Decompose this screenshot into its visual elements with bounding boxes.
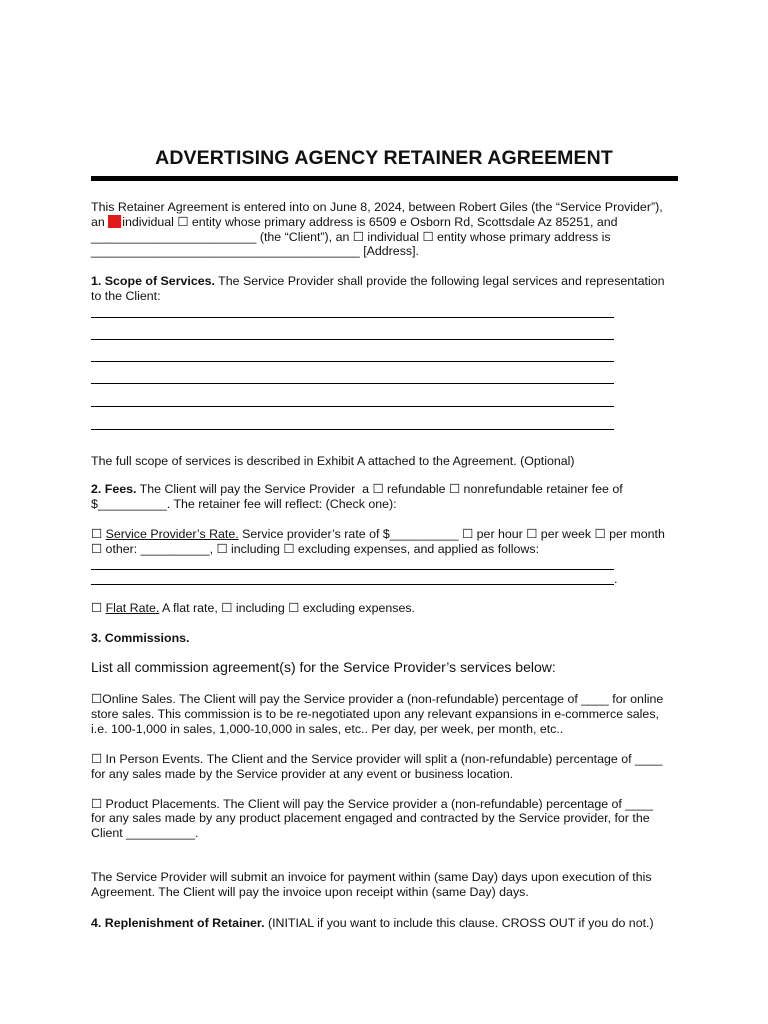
- replenishment-text: (INITIAL if you want to include this clause. CROSS OUT if you do not.): [264, 916, 654, 930]
- title-rule: [91, 176, 678, 181]
- scope-text: The Service Provider shall provide the following legal services and representation: [214, 274, 665, 288]
- intro-line-4: _______________________________________ [Address].: [91, 244, 419, 258]
- intro-line-2: [91, 215, 691, 230]
- scope-blank-line[interactable]: [91, 317, 614, 318]
- commissions-intro: List all commission agreement(s) for the Service Provider’s services below:: [91, 659, 556, 675]
- online-sales-line-2: store sales. This commission is to be re-negotiated upon any relevant expansions in e-commerce sales,: [91, 707, 659, 721]
- events-line-2: for any sales made by the Service provider at any event or business location.: [91, 767, 514, 781]
- checkbox-individual-selected[interactable]: [108, 215, 121, 228]
- rate-line-2: ☐ other: __________, ☐ including ☐ excluding expenses, and applied as follows:: [91, 542, 540, 556]
- online-sales-line-1: ☐Online Sales. The Client will pay the Service provider a (non-refundable) percentage of ____ for online: [91, 692, 664, 706]
- events-line-1: ☐ In Person Events. The Client and the Service provider will split a (non-refundable) percentage of ____: [91, 752, 663, 766]
- scope-blank-line[interactable]: [91, 383, 614, 384]
- placements-line-2: for any sales made by any product placement engaged and contracted by the Service provider, for the: [91, 811, 650, 825]
- placements-line-3: Client __________.: [91, 826, 199, 840]
- fees-line-2: $__________. The retainer fee will reflect: (Check one):: [91, 497, 397, 511]
- placements-line-1: ☐ Product Placements. The Client will pay the Service provider a (non-refundable) percentage of ____: [91, 797, 653, 811]
- intro-line-3: ________________________ (the “Client”), an ☐ individual ☐ entity whose primary address is: [91, 230, 611, 244]
- replenishment-paragraph: [91, 916, 691, 931]
- scope-paragraph: [91, 274, 691, 289]
- invoice-line-1: The Service Provider will submit an invoice for payment within (same Day) days upon execution of this: [91, 870, 652, 884]
- scope-heading: 1. Scope of Services.: [91, 274, 215, 288]
- scope-blank-line[interactable]: [91, 361, 614, 362]
- fees-heading: 2. Fees.: [91, 482, 137, 496]
- rate-text: Service provider’s rate of $__________ ☐ per hour ☐ per week ☐ per month: [238, 527, 665, 541]
- rate-blank-line[interactable]: [91, 584, 614, 585]
- rate-end-period: .: [614, 572, 618, 586]
- rate-label: Service Provider’s Rate.: [105, 527, 239, 541]
- invoice-line-2: Agreement. The Client will pay the invoice upon receipt within (same Day) days.: [91, 885, 529, 899]
- fees-paragraph: [91, 482, 691, 497]
- flat-rate-option: [91, 601, 691, 616]
- exhibit-note: The full scope of services is described in Exhibit A attached to the Agreement. (Optional): [91, 454, 575, 468]
- rate-blank-line[interactable]: [91, 569, 614, 570]
- intro-line-2-start: an: [91, 215, 109, 229]
- fees-text: The Client will pay the Service Provider a ☐ refundable ☐ nonrefundable retainer fee of: [136, 482, 623, 496]
- scope-blank-line[interactable]: [91, 339, 614, 340]
- scope-line-2: to the Client:: [91, 289, 161, 303]
- scope-blank-line[interactable]: [91, 429, 614, 430]
- document-title: ADVERTISING AGENCY RETAINER AGREEMENT: [155, 147, 613, 169]
- scope-blank-line[interactable]: [91, 406, 614, 407]
- online-sales-line-3: i.e. 100-1,000 in sales, 1,000-10,000 in sales, etc.. Per day, per week, per month, etc..: [91, 722, 564, 736]
- intro-line-2-rest: individual ☐ entity whose primary address is 6509 e Osborn Rd, Scottsdale Az 85251, and: [122, 215, 618, 229]
- rate-option: [91, 527, 691, 542]
- flat-rate-checkbox[interactable]: ☐: [91, 601, 106, 615]
- commissions-heading: 3. Commissions.: [91, 631, 190, 645]
- flat-rate-label: Flat Rate.: [105, 601, 160, 615]
- intro-line-1: This Retainer Agreement is entered into on June 8, 2024, between Robert Giles (the “Service Provider”),: [91, 200, 663, 214]
- rate-checkbox[interactable]: ☐: [91, 527, 106, 541]
- replenishment-heading: 4. Replenishment of Retainer.: [91, 916, 265, 930]
- flat-rate-text: A flat rate, ☐ including ☐ excluding expenses.: [159, 601, 416, 615]
